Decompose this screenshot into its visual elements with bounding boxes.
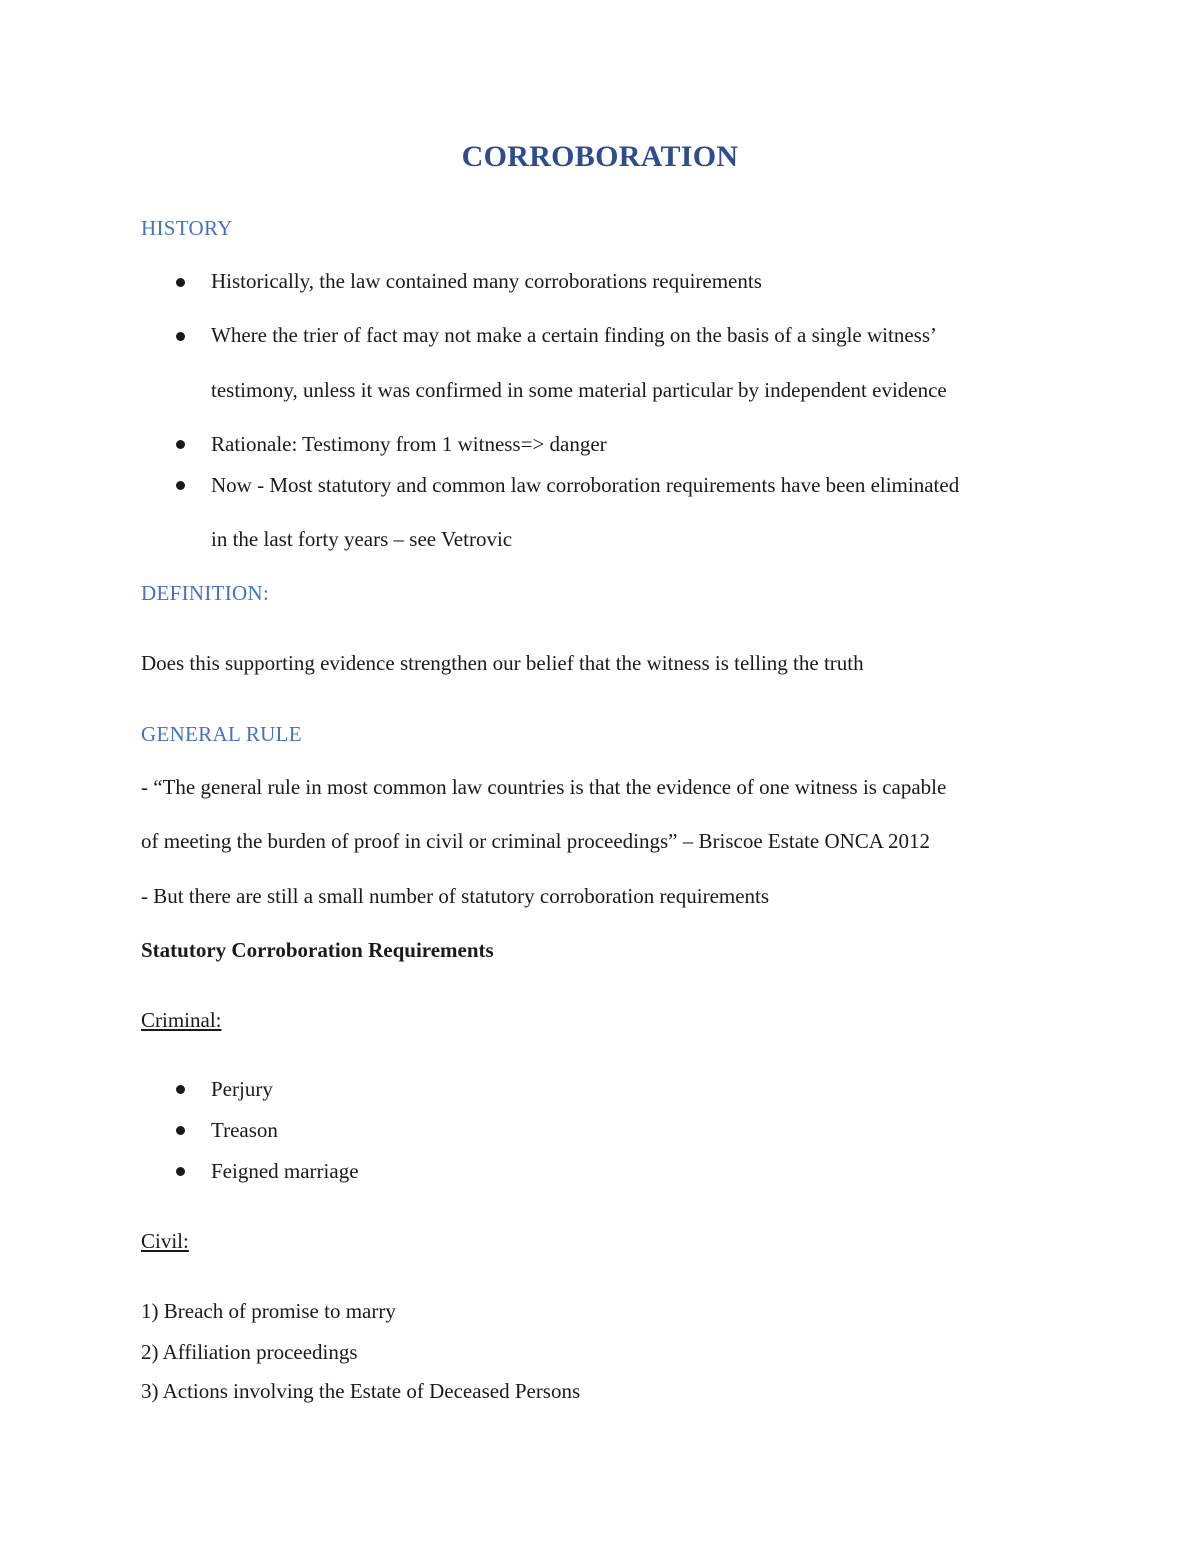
general-rule-line-3: - But there are still a small number of statutory corroboration requirements xyxy=(141,884,770,908)
general-rule-heading: GENERAL RULE xyxy=(141,722,302,746)
bullet-icon xyxy=(176,1085,185,1094)
history-bullet-1: Historically, the law contained many corroborations requirements xyxy=(211,269,762,293)
general-rule-line-2: of meeting the burden of proof in civil or criminal proceedings” – Briscoe Estate ONCA 2012 xyxy=(141,829,931,853)
criminal-label: Criminal: xyxy=(141,1008,222,1032)
history-bullet-3: Rationale: Testimony from 1 witness=> danger xyxy=(211,432,607,456)
bullet-icon xyxy=(176,332,185,341)
definition-text: Does this supporting evidence strengthen our belief that the witness is telling the truth xyxy=(141,651,864,675)
criminal-item-perjury: Perjury xyxy=(211,1077,273,1101)
criminal-item-treason: Treason xyxy=(211,1118,278,1142)
civil-label: Civil: xyxy=(141,1229,189,1253)
bullet-icon xyxy=(176,1126,185,1135)
civil-item-2: 2) Affiliation proceedings xyxy=(141,1340,358,1364)
bullet-icon xyxy=(176,278,185,287)
criminal-item-feigned-marriage: Feigned marriage xyxy=(211,1159,359,1183)
general-rule-line-1: - “The general rule in most common law countries is that the evidence of one witness is capable xyxy=(141,775,947,799)
history-bullet-2: Where the trier of fact may not make a certain finding on the basis of a single witness’ xyxy=(211,323,937,347)
definition-heading: DEFINITION: xyxy=(141,581,270,605)
civil-item-1: 1) Breach of promise to marry xyxy=(141,1299,396,1323)
bullet-icon xyxy=(176,440,185,449)
document-title: CORROBORATION xyxy=(461,140,739,173)
bullet-icon xyxy=(176,481,185,490)
history-bullet-4-continued: in the last forty years – see Vetrovic xyxy=(211,527,513,551)
civil-item-3: 3) Actions involving the Estate of Deceased Persons xyxy=(141,1379,581,1403)
bullet-icon xyxy=(176,1167,185,1176)
statutory-heading: Statutory Corroboration Requirements xyxy=(141,938,494,962)
history-bullet-2-continued: testimony, unless it was confirmed in some material particular by independent evidence xyxy=(211,378,947,402)
history-heading: HISTORY xyxy=(141,216,233,240)
history-bullet-4: Now - Most statutory and common law corroboration requirements have been eliminated xyxy=(211,473,960,497)
